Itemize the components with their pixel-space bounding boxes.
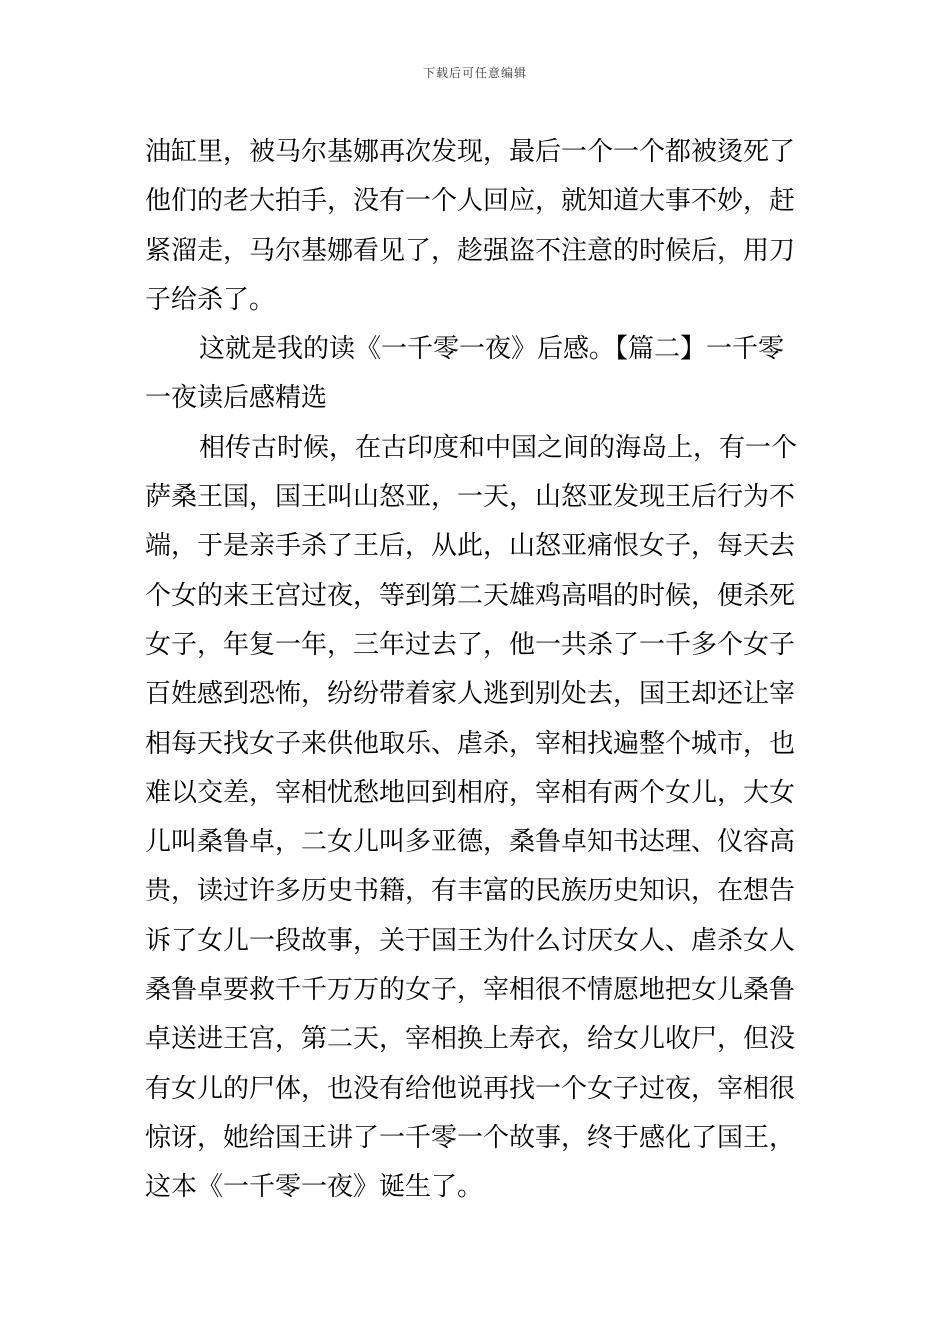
text-line: 这就是我的读《一千零一夜》后感。【篇二】一千零 bbox=[199, 334, 785, 365]
text-line: 子给杀了。 bbox=[145, 284, 276, 315]
text-line: 油缸里，被马尔基娜再次发现，最后一个一个都被烫死了 bbox=[145, 137, 796, 167]
text-line: 萨桑王国，国王叫山怒亚，一天，山怒亚发现王后行为不 bbox=[145, 482, 796, 513]
text-line: 贵，读过许多历史书籍，有丰富的民族历史知识，在想告 bbox=[145, 876, 796, 907]
text-line: 桑鲁卓要救千千万万的女子，宰相很不情愿地把女儿桑鲁 bbox=[145, 975, 796, 1006]
body-text bbox=[145, 128, 810, 1213]
text-line: 相传古时候，在古印度和中国之间的海岛上，有一个 bbox=[199, 432, 798, 463]
page-header: 下载后可任意编辑 bbox=[422, 66, 527, 80]
text-line: 一夜读后感精选 bbox=[145, 383, 328, 414]
text-line: 个女的来王宫过夜，等到第二天雄鸡高唱的时候，便杀死 bbox=[145, 580, 796, 611]
text-line: 相每天找女子来供他取乐、虐杀，宰相找遍整个城市，也 bbox=[145, 728, 796, 759]
text-line: 惊讶，她给国王讲了一千零一个故事，终于感化了国王， bbox=[145, 1122, 796, 1153]
text-line: 百姓感到恐怖，纷纷带着家人逃到别处去，国王却还让宰 bbox=[145, 679, 796, 710]
text-line: 卓送进王宫，第二天，宰相换上寿衣，给女儿收尸，但没 bbox=[145, 1024, 796, 1055]
text-line: 有女儿的尸体，也没有给他说再找一个女子过夜，宰相很 bbox=[145, 1073, 796, 1104]
text-line: 诉了女儿一段故事，关于国王为什么讨厌女人、虐杀女人 bbox=[145, 925, 796, 956]
text-line: 难以交差，宰相忧愁地回到相府，宰相有两个女儿，大女 bbox=[145, 777, 796, 808]
text-line: 他们的老大拍手，没有一个人回应，就知道大事不妙，赶 bbox=[145, 186, 796, 217]
text-line: 这本《一千零一夜》诞生了。 bbox=[145, 1172, 484, 1203]
text-line: 紧溜走，马尔基娜看见了，趁强盗不注意的时候后，用刀 bbox=[145, 235, 796, 266]
text-line: 儿叫桑鲁卓，二女儿叫多亚德，桑鲁卓知书达理、仪容高 bbox=[145, 827, 796, 858]
text-line: 端，于是亲手杀了王后，从此，山怒亚痛恨女子，每天去 bbox=[145, 531, 796, 562]
text-line: 女子，年复一年，三年过去了，他一共杀了一千多个女子 bbox=[145, 629, 796, 660]
